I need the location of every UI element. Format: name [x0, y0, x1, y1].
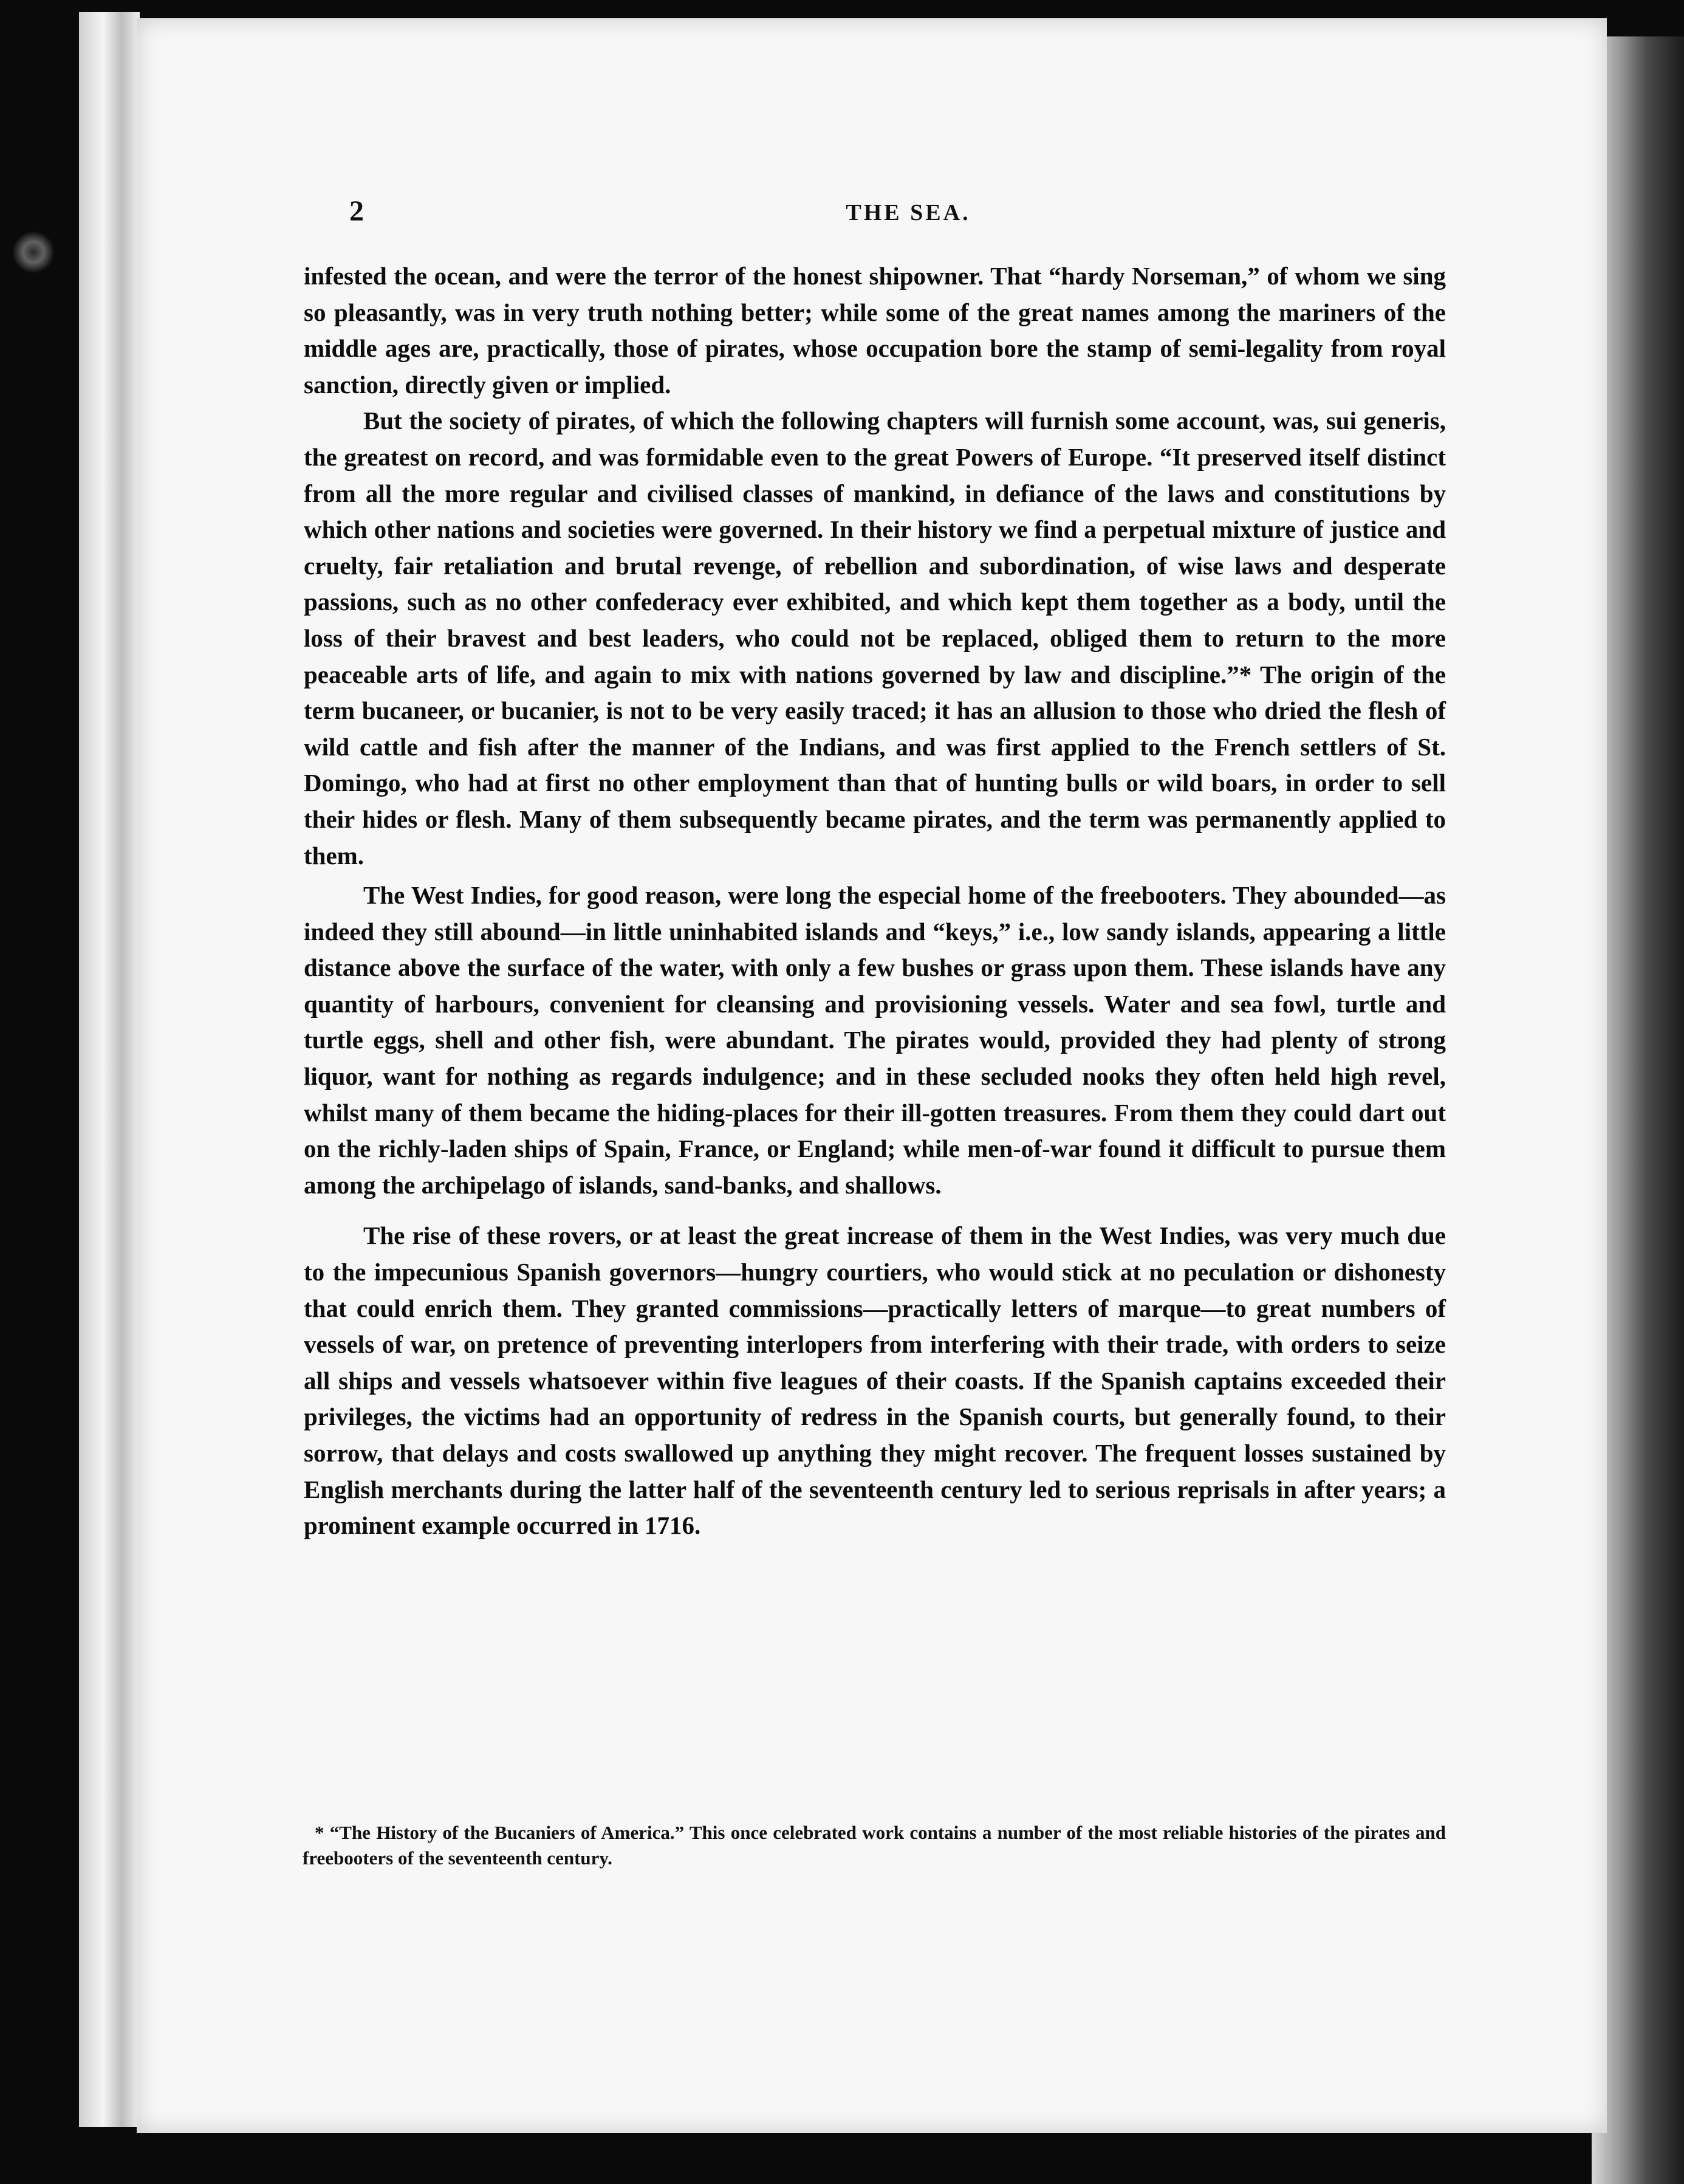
- footnote: [303, 1820, 1446, 1871]
- footnote-text: * “The History of the Bucaniers of America.” This once celebrated work contains a number of the most reliable histories of the pirates and freebooters of the seventeenth century.: [303, 1822, 1446, 1869]
- scan-speck: [12, 231, 55, 273]
- paragraph: The rise of these rovers, or at least the great increase of them in the West Indies, was very much due to the impecunious Spanish governors—hungry courtiers, who would stick at no peculation or dishonesty that could enrich them. They granted commissions—practically letters of marque—to great numbers of vessels of war, on pretence of preventing interlopers from interfering with their trade, with orders to seize all ships and vessels whatsoever within five leagues of their coasts. If the Spanish captains exceeded their privileges, the victims had an opportunity of redress in the Spanish courts, but generally found, to their sorrow, that delays and costs swallowed up anything they might recover. The frequent losses sustained by English merchants during the latter half of the seventeenth century led to serious reprisals in after years; a prominent example occurred in 1716.: [304, 1221, 1446, 1540]
- running-title: THE SEA.: [846, 200, 971, 225]
- paragraph: infested the ocean, and were the terror of the honest shipowner. That “hardy Norseman,” of whom we sing so pleasantly, was in very truth nothing better; while some of the great names among the mariners of the middle ages are, practically, those of pirates, whose occupation bore the stamp of semi-legality from royal sanction, directly given or implied.: [304, 262, 1446, 399]
- paragraph: But the society of pirates, of which the following chapters will furnish some account, was, sui generis, the greatest on record, and was formidable even to the great Powers of Europe. “It preserved itself distinct from all the more regular and civilised classes of mankind, in defiance of the laws and constitutions by which other nations and societies were governed. In their history we find a perpetual mixture of justice and cruelty, fair retaliation and brutal revenge, of rebellion and subordination, of wise laws and desperate passions, such as no other confederacy ever exhibited, and which kept them together as a body, until the loss of their bravest and best leaders, who could not be replaced, obliged them to return to the more peaceable arts of life, and again to mix with nations governed by law and discipline.”* The origin of the term bucaneer, or bucanier, is not to be very easily traced; it has an allusion to those who dried the flesh of wild cattle and fish after the manner of the Indians, and was first applied to the French settlers of St. Domingo, who had at first no other employment than that of hunting bulls or wild boars, in order to sell their hides or flesh. Many of them subsequently became pirates, and the term was permanently applied to them.: [304, 407, 1446, 870]
- page-header: [349, 194, 1467, 231]
- body-text: [304, 258, 1446, 1544]
- paragraph: The West Indies, for good reason, were long the especial home of the freebooters. They abounded—as indeed they still abound—in little uninhabited islands and “keys,” i.e., low sandy islands, appearing a little distance above the surface of the water, with only a few bushes or grass upon them. These islands have any quantity of harbours, convenient for cleansing and provisioning vessels. Water and sea fowl, turtle and turtle eggs, shell and other fish, were abundant. The pirates would, provided they had plenty of strong liquor, want for nothing as regards indulgence; and in these secluded nooks they often held high revel, whilst many of them became the hiding-places for their ill-gotten treasures. From them they could dart out on the richly-laden ships of Spain, France, or England; while men-of-war found it difficult to pursue them among the archipelago of islands, sand-banks, and shallows.: [304, 881, 1446, 1199]
- page-number: 2: [349, 195, 364, 227]
- left-page-edge: [79, 12, 140, 2127]
